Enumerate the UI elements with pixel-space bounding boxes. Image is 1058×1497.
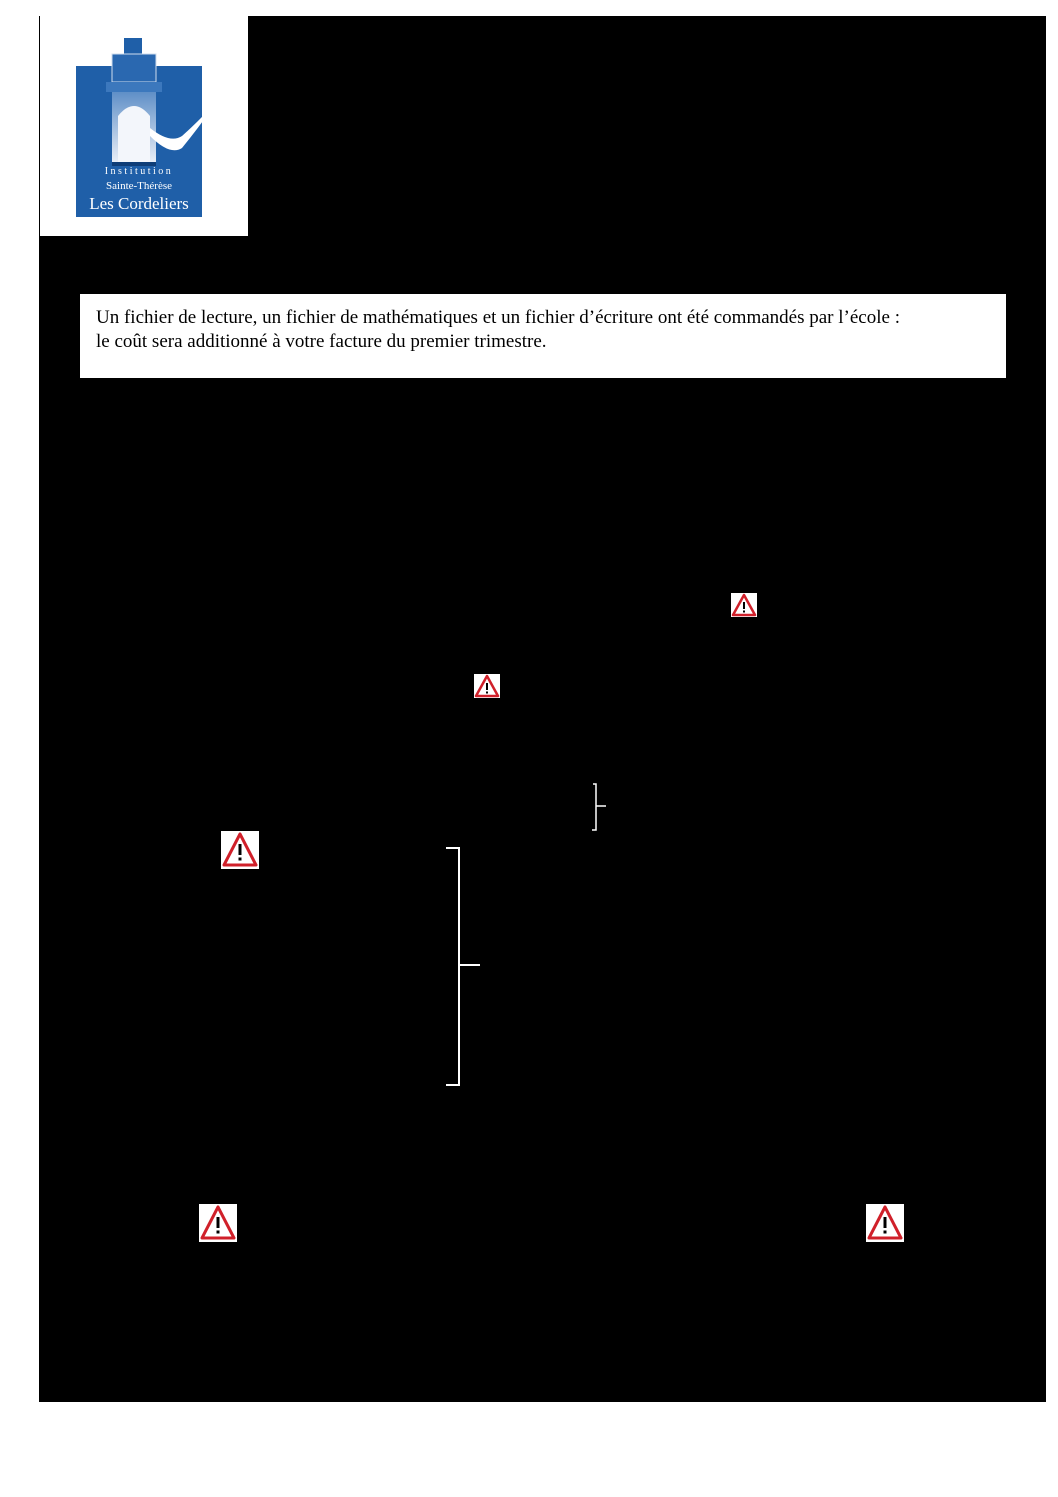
logo-line-1: Institution: [104, 166, 174, 177]
supplies-notice: [80, 294, 1006, 378]
school-emblem-icon: [40, 16, 248, 236]
school-logo: [39, 16, 248, 236]
logo-line-3: Les Cordeliers: [89, 194, 189, 213]
warning-triangle-icon: [866, 1204, 904, 1242]
warning-triangle-icon: [221, 831, 259, 869]
notice-line-2: le coût sera additionné à votre facture du premier trimestre.: [96, 331, 547, 352]
warning-triangle-icon: [474, 674, 500, 698]
small-bracket: [586, 780, 612, 836]
warning-triangle-icon: [199, 1204, 237, 1242]
notice-line-1: Un fichier de lecture, un fichier de mathématiques et un fichier d’écriture ont été commandés par l’école :: [96, 307, 900, 328]
warning-triangle-icon: [731, 593, 757, 617]
logo-line-2: Sainte-Thérèse: [106, 180, 172, 192]
large-bracket: [444, 845, 484, 1091]
